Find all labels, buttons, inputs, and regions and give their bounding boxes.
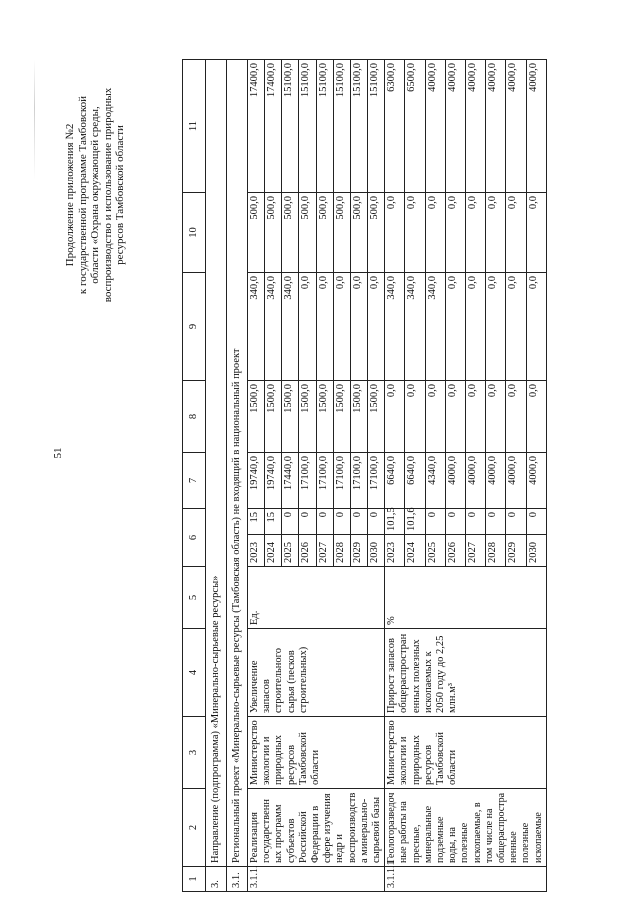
- amount-cell: 0,0: [367, 273, 384, 381]
- item-executor: Министерство экологии и природных ресурсов Тамбовской области: [248, 717, 385, 789]
- amount-cell: 0,0: [350, 273, 367, 381]
- amount-cell: 1500,0: [299, 381, 316, 453]
- project-row: [227, 60, 248, 892]
- amount-cell: 15100,0: [367, 60, 384, 193]
- item-indicator: Увеличение запасов строительного сырья (песков строительных): [248, 629, 385, 717]
- indicator-value-cell: 15: [248, 509, 265, 535]
- total-cell: 4000,0: [506, 453, 526, 509]
- indicator-value-cell: 0: [526, 509, 546, 535]
- amount-cell: 0,0: [385, 193, 405, 273]
- year-cell: 2024: [405, 535, 425, 567]
- indicator-value-cell: 0: [466, 509, 486, 535]
- amount-cell: 500,0: [367, 193, 384, 273]
- amount-cell: 0,0: [405, 193, 425, 273]
- amount-cell: 1500,0: [282, 381, 299, 453]
- amount-cell: 0,0: [385, 381, 405, 453]
- section-title: Направление (подпрограмма) «Минерально-сырьевые ресурсы»: [206, 60, 227, 867]
- amount-cell: 0,0: [506, 193, 526, 273]
- amount-cell: 500,0: [316, 193, 333, 273]
- year-cell: 2023: [248, 535, 265, 567]
- amount-cell: 500,0: [248, 193, 265, 273]
- indicator-value-cell: 101,6: [405, 509, 425, 535]
- indicator-value-cell: 0: [445, 509, 465, 535]
- program-table: [182, 59, 547, 892]
- amount-cell: 500,0: [282, 193, 299, 273]
- heading-line: воспроизводство и использование природных: [101, 87, 114, 303]
- item-indicator: Прирост запасов общераспространенных полезных ископаемых к 2050 году до 2,25 млн.м³: [385, 629, 547, 717]
- indicator-value-cell: 0: [316, 509, 333, 535]
- table-row: [385, 60, 405, 892]
- total-cell: 4340,0: [425, 453, 445, 509]
- amount-cell: 500,0: [265, 193, 282, 273]
- column-number: 9: [183, 273, 206, 381]
- amount-cell: 340,0: [405, 273, 425, 381]
- year-cell: 2030: [526, 535, 546, 567]
- amount-cell: 0,0: [316, 273, 333, 381]
- amount-cell: 500,0: [299, 193, 316, 273]
- amount-cell: 0,0: [486, 273, 506, 381]
- year-cell: 2026: [299, 535, 316, 567]
- amount-cell: 1500,0: [350, 381, 367, 453]
- amount-cell: 17400,0: [248, 60, 265, 193]
- amount-cell: 6500,0: [405, 60, 425, 193]
- table-row: [248, 60, 265, 892]
- year-cell: 2023: [385, 535, 405, 567]
- amount-cell: 0,0: [445, 273, 465, 381]
- amount-cell: 15100,0: [350, 60, 367, 193]
- year-cell: 2029: [350, 535, 367, 567]
- column-number: 3: [183, 717, 206, 789]
- amount-cell: 15100,0: [333, 60, 350, 193]
- heading-line: области «Охрана окружающей среды,: [89, 106, 101, 284]
- year-cell: 2025: [282, 535, 299, 567]
- year-cell: 2030: [367, 535, 384, 567]
- total-cell: 6640,0: [385, 453, 405, 509]
- item-unit: %: [385, 567, 547, 629]
- amount-cell: 0,0: [466, 193, 486, 273]
- amount-cell: 0,0: [299, 273, 316, 381]
- amount-cell: 0,0: [333, 273, 350, 381]
- amount-cell: 4000,0: [486, 60, 506, 193]
- total-cell: 4000,0: [526, 453, 546, 509]
- item-unit: Ед.: [248, 567, 385, 629]
- amount-cell: 0,0: [466, 273, 486, 381]
- amount-cell: 340,0: [248, 273, 265, 381]
- amount-cell: 4000,0: [466, 60, 486, 193]
- total-cell: 19740,0: [248, 453, 265, 509]
- year-cell: 2028: [486, 535, 506, 567]
- indicator-value-cell: 0: [367, 509, 384, 535]
- item-number: 3.1.1.: [248, 867, 385, 892]
- column-number: 6: [183, 509, 206, 567]
- amount-cell: 4000,0: [506, 60, 526, 193]
- section-row: [206, 60, 227, 892]
- section-number: 3.: [206, 867, 227, 892]
- amount-cell: 1500,0: [316, 381, 333, 453]
- year-cell: 2027: [466, 535, 486, 567]
- column-number: 2: [183, 789, 206, 867]
- column-number: 7: [183, 453, 206, 509]
- amount-cell: 0,0: [445, 193, 465, 273]
- column-number: 8: [183, 381, 206, 453]
- total-cell: 17100,0: [299, 453, 316, 509]
- year-cell: 2029: [506, 535, 526, 567]
- column-number: 11: [183, 60, 206, 193]
- indicator-value-cell: 15: [265, 509, 282, 535]
- amount-cell: 340,0: [385, 273, 405, 381]
- amount-cell: 0,0: [466, 381, 486, 453]
- amount-cell: 17400,0: [265, 60, 282, 193]
- appendix-heading: [64, 15, 127, 375]
- amount-cell: 0,0: [506, 273, 526, 381]
- total-cell: 6640,0: [405, 453, 425, 509]
- amount-cell: 0,0: [526, 381, 546, 453]
- year-cell: 2028: [333, 535, 350, 567]
- amount-cell: 1500,0: [265, 381, 282, 453]
- amount-cell: 0,0: [526, 273, 546, 381]
- amount-cell: 4000,0: [526, 60, 546, 193]
- indicator-value-cell: 0: [486, 509, 506, 535]
- total-cell: 17100,0: [333, 453, 350, 509]
- amount-cell: 1500,0: [248, 381, 265, 453]
- amount-cell: 6300,0: [385, 60, 405, 193]
- amount-cell: 0,0: [506, 381, 526, 453]
- amount-cell: 0,0: [425, 193, 445, 273]
- amount-cell: 340,0: [265, 273, 282, 381]
- indicator-value-cell: 0: [425, 509, 445, 535]
- amount-cell: 15100,0: [299, 60, 316, 193]
- amount-cell: 4000,0: [425, 60, 445, 193]
- total-cell: 19740,0: [265, 453, 282, 509]
- amount-cell: 340,0: [425, 273, 445, 381]
- project-title: Региональный проект «Минерально-сырьевые ресурсы (Тамбовская область) не входящий в национальный проект: [227, 60, 248, 867]
- column-number: 4: [183, 629, 206, 717]
- year-cell: 2025: [425, 535, 445, 567]
- indicator-value-cell: 0: [333, 509, 350, 535]
- amount-cell: 15100,0: [282, 60, 299, 193]
- amount-cell: 0,0: [445, 381, 465, 453]
- total-cell: 17100,0: [350, 453, 367, 509]
- amount-cell: 0,0: [405, 381, 425, 453]
- amount-cell: 1500,0: [367, 381, 384, 453]
- total-cell: 4000,0: [486, 453, 506, 509]
- item-name: Реализация государственных программ субъектов Российской Федерации в сфере изучения недр и воспроизводства минерально-сырьевой базы: [248, 789, 385, 867]
- indicator-value-cell: 0: [506, 509, 526, 535]
- amount-cell: 15100,0: [316, 60, 333, 193]
- column-number: 5: [183, 567, 206, 629]
- item-executor: Министерство экологии и природных ресурсов Тамбовской области: [385, 717, 547, 789]
- project-number: 3.1.: [227, 867, 248, 892]
- amount-cell: 1500,0: [333, 381, 350, 453]
- column-number: 10: [183, 193, 206, 273]
- amount-cell: 0,0: [526, 193, 546, 273]
- amount-cell: 0,0: [486, 193, 506, 273]
- indicator-value-cell: 0: [282, 509, 299, 535]
- year-cell: 2026: [445, 535, 465, 567]
- amount-cell: 0,0: [486, 381, 506, 453]
- amount-cell: 340,0: [282, 273, 299, 381]
- total-cell: 4000,0: [466, 453, 486, 509]
- item-name: Геологоразведочные работы на пресные, минеральные подземные воды, на полезные ископаемые, в том числе на общераспространенные полезные ископаемые: [385, 789, 547, 867]
- total-cell: 17100,0: [367, 453, 384, 509]
- heading-line: к государственной программе Тамбовской: [76, 95, 89, 295]
- indicator-value-cell: 101,5: [385, 509, 405, 535]
- indicator-value-cell: 0: [350, 509, 367, 535]
- year-cell: 2024: [265, 535, 282, 567]
- heading-line: ресурсов Тамбовской области: [114, 125, 126, 265]
- year-cell: 2027: [316, 535, 333, 567]
- indicator-value-cell: 0: [299, 509, 316, 535]
- amount-cell: 0,0: [425, 381, 445, 453]
- column-number: 1: [183, 867, 206, 892]
- page-number: 51: [52, 447, 64, 459]
- total-cell: 17100,0: [316, 453, 333, 509]
- amount-cell: 500,0: [350, 193, 367, 273]
- total-cell: 17440,0: [282, 453, 299, 509]
- column-number-row: [183, 60, 206, 892]
- heading-line: Продолжение приложения №2: [64, 123, 76, 267]
- item-number: 3.1.1.1: [385, 867, 547, 892]
- amount-cell: 4000,0: [445, 60, 465, 193]
- amount-cell: 500,0: [333, 193, 350, 273]
- total-cell: 4000,0: [445, 453, 465, 509]
